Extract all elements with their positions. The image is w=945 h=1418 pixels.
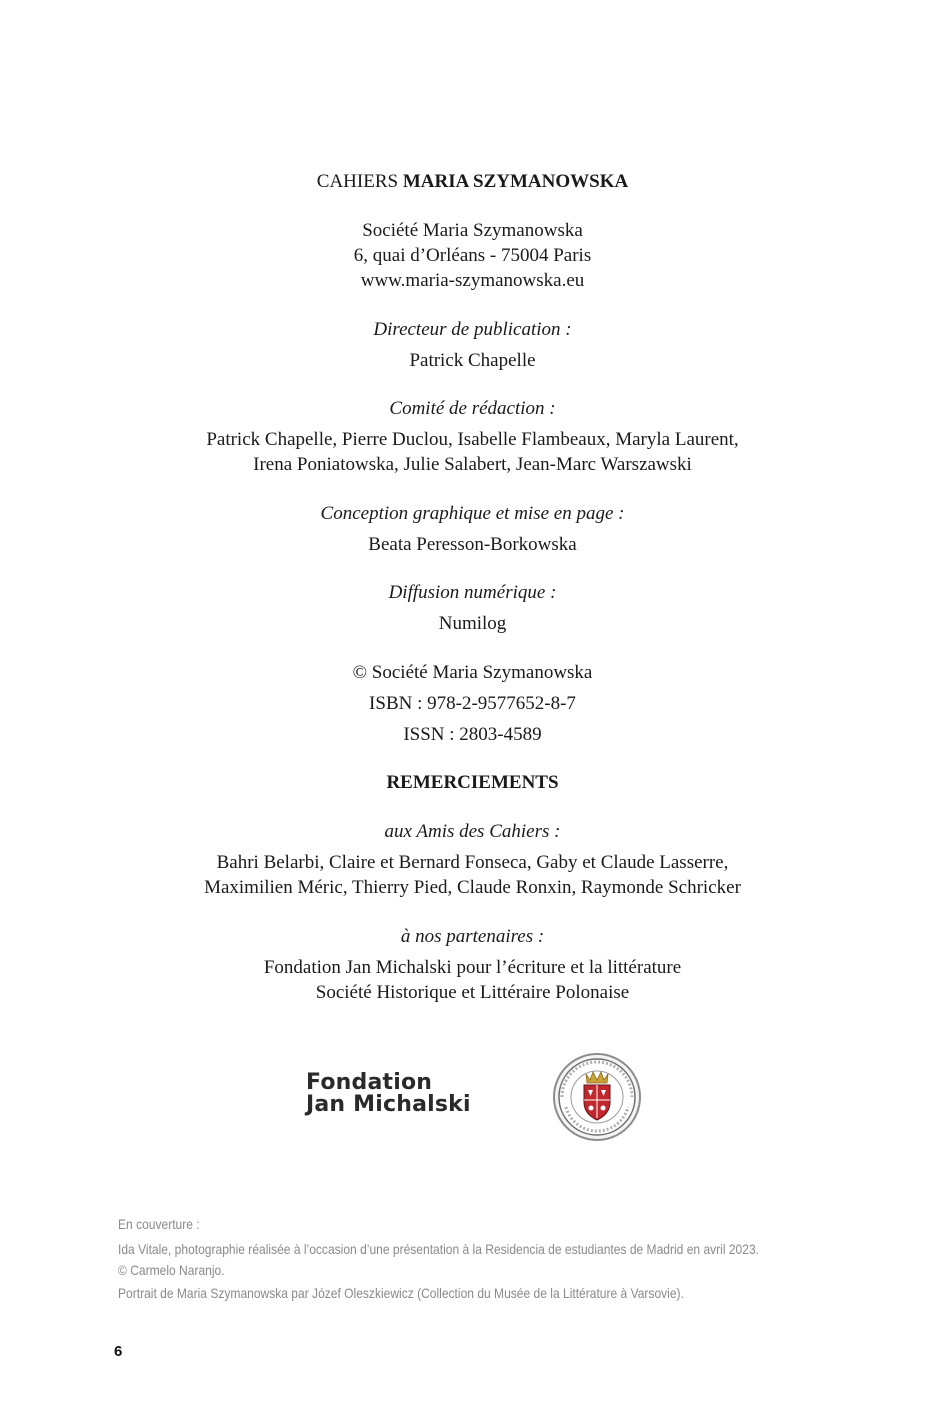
journal-title-name: MARIA SZYMANOWSKA [402, 171, 629, 192]
director-label: Directeur de publication : [373, 319, 572, 340]
friends-line-1: Bahri Belarbi, Claire et Bernard Fonseca, Gaby et Claude Lasserre, [216, 852, 729, 873]
design-label: Conception graphique et mise en page : [320, 503, 625, 524]
committee-line-2: Irena Poniatowska, Julie Salabert, Jean-Marc Warszawski [253, 454, 692, 475]
design-name: Beata Peresson-Borkowska [368, 534, 577, 555]
journal-title-prefix: CAHIERS [316, 171, 399, 192]
cover-credit-copyright: © Carmelo Naranjo. [118, 1262, 225, 1278]
cover-credit-photo: Ida Vitale, photographie réalisée à l’occasion d’une présentation à la Residencia de estudiantes de Madrid en avril 2023. [118, 1241, 759, 1257]
diffusion-label: Diffusion numérique : [388, 582, 557, 603]
isbn: ISBN : 978-2-9577652-8-7 [369, 693, 576, 714]
website: www.maria-szymanowska.eu [360, 270, 585, 291]
issn: ISSN : 2803-4589 [403, 724, 542, 745]
copyright: © Société Maria Szymanowska [352, 662, 593, 683]
society-seal-icon [552, 1052, 642, 1142]
page-number: 6 [114, 1343, 123, 1360]
fondation-logo [306, 1072, 471, 1116]
cover-credit-label: En couverture : [118, 1216, 200, 1232]
fondation-logo-line-1: Fondation [306, 1070, 433, 1095]
partners-line-1: Fondation Jan Michalski pour l’écriture et la littérature [263, 957, 682, 978]
cover-credit-portrait: Portrait de Maria Szymanowska par Józef Oleszkiewicz (Collection du Musée de la Littérature à Varsovie). [118, 1285, 684, 1301]
friends-line-2: Maximilien Méric, Thierry Pied, Claude Ronxin, Raymonde Schricker [204, 877, 741, 898]
diffusion-name: Numilog [438, 613, 507, 634]
fondation-logo-line-2: Jan Michalski [306, 1092, 471, 1117]
committee-line-1: Patrick Chapelle, Pierre Duclou, Isabelle Flambeaux, Maryla Laurent, [206, 429, 739, 450]
address-line-1: Société Maria Szymanowska [362, 220, 583, 241]
director-name: Patrick Chapelle [409, 350, 536, 371]
address-line-2: 6, quai d’Orléans - 75004 Paris [353, 245, 592, 266]
committee-label: Comité de rédaction : [389, 398, 556, 419]
thanks-heading: REMERCIEMENTS [386, 772, 559, 793]
friends-label: aux Amis des Cahiers : [384, 821, 561, 842]
partners-line-2: Société Historique et Littéraire Polonaise [315, 982, 630, 1003]
partners-label: à nos partenaires : [400, 926, 545, 947]
journal-title [0, 169, 945, 194]
